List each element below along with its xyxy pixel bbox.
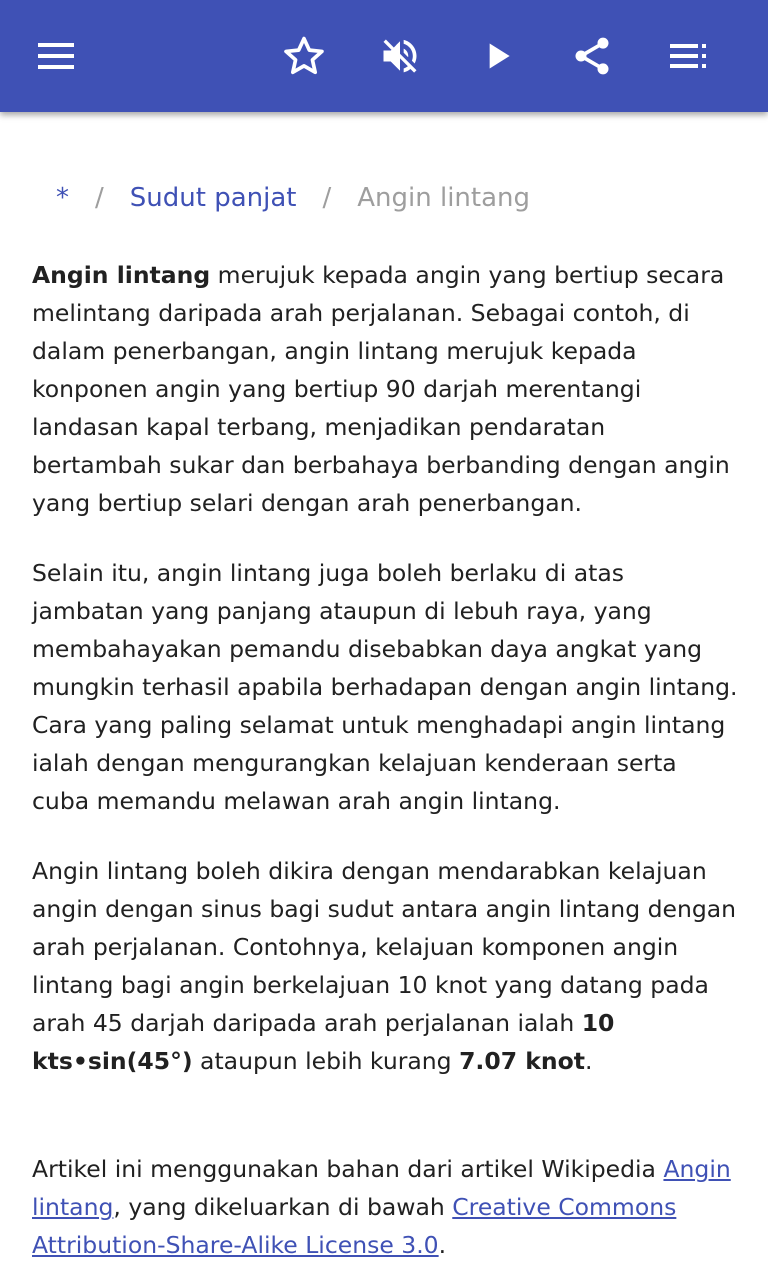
paragraph-roads-text: Selain itu, angin lintang juga boleh berlaku di atas jambatan yang panjang ataupun di lebuh raya, yang membahayakan pemandu disebabkan daya angkat yang mungkin terhasil apabila berhadapan dengan angin lintang. Cara yang paling selamat untuk menghadapi angin lintang ialah dengan mengurangkan kelajuan kenderaan serta cuba memandu melawan arah angin lintang. — [32, 559, 738, 815]
share-button[interactable] — [564, 28, 620, 84]
volume-off-icon — [378, 34, 422, 78]
article-content — [0, 112, 768, 1280]
breadcrumb-separator: / — [322, 183, 332, 213]
menu-button[interactable] — [28, 28, 84, 84]
breadcrumb-separator: / — [95, 183, 104, 213]
paragraph-intro — [32, 256, 738, 522]
bookmark-button[interactable] — [276, 28, 332, 84]
contents-button[interactable] — [660, 28, 716, 84]
result-text: 7.07 knot — [459, 1047, 585, 1075]
star-outline-icon — [282, 34, 326, 78]
app-toolbar — [0, 0, 768, 112]
table-of-contents-icon — [668, 36, 708, 76]
wikipedia-article-link[interactable]: Angin lintang — [32, 1155, 731, 1221]
breadcrumb — [56, 182, 530, 214]
paragraph-calculation-text: Angin lintang boleh dikira dengan mendarabkan kelajuan angin dengan sinus bagi sudut antara angin lintang dengan arah perjalanan. Contohnya, kelajuan komponen angin lintang bagi angin berkelajuan 10 knot yang datang pada arah 45 darjah daripada arah perjalanan ialah — [32, 857, 737, 1037]
paragraph-calculation — [32, 852, 738, 1080]
formula-text: 10 kts•sin(45°) — [32, 1009, 615, 1075]
paragraph-calculation-text: . — [584, 1047, 593, 1075]
share-icon — [570, 34, 614, 78]
attribution-text: . — [438, 1231, 447, 1259]
paragraph-intro-text: merujuk kepada angin yang bertiup secara melintang daripada arah perjalanan. Sebagai contoh, di dalam penerbangan, angin lintang merujuk kepada konponen angin yang bertiup 90 darjah merentangi landasan kapal terbang, menjadikan pendaratan bertambah sukar dan berbahaya berbanding dengan angin yang bertiup selari dengan arah penerbangan. — [32, 261, 730, 517]
hamburger-menu-icon — [36, 36, 76, 76]
breadcrumb-parent-link[interactable]: Sudut panjat — [129, 183, 297, 213]
play-icon — [478, 36, 518, 76]
article-body — [32, 256, 738, 1280]
breadcrumb-current: Angin lintang — [357, 183, 531, 213]
paragraph-roads — [32, 554, 738, 820]
breadcrumb-root-link[interactable]: * — [56, 183, 69, 213]
mute-button[interactable] — [372, 28, 428, 84]
attribution-note — [32, 1150, 738, 1264]
attribution-text: , yang dikeluarkan di bawah — [113, 1193, 453, 1221]
paragraph-calculation-text: ataupun lebih kurang — [192, 1047, 460, 1075]
play-button[interactable] — [470, 28, 526, 84]
article-term: Angin lintang — [32, 261, 211, 289]
license-link[interactable]: Creative Commons Attribution-Share-Alike License 3.0 — [32, 1193, 677, 1259]
attribution-text: Artikel ini menggunakan bahan dari artikel Wikipedia — [32, 1155, 664, 1183]
